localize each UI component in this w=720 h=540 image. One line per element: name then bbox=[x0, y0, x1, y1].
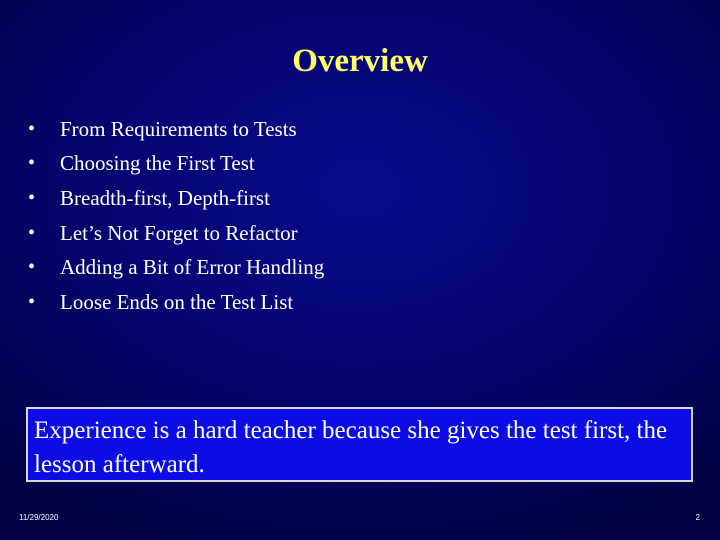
bullet-icon: • bbox=[28, 117, 36, 140]
bullet-text: Adding a Bit of Error Handling bbox=[60, 255, 325, 280]
slide-title: Overview bbox=[292, 43, 428, 79]
bullet-item bbox=[28, 285, 324, 320]
bullet-icon: • bbox=[28, 256, 36, 279]
bullet-text: Loose Ends on the Test List bbox=[60, 289, 294, 314]
bullet-icon: • bbox=[28, 186, 36, 209]
bullet-item bbox=[28, 112, 324, 147]
bullet-item bbox=[28, 216, 324, 251]
bullet-icon: • bbox=[28, 221, 36, 244]
bullet-item bbox=[28, 181, 324, 216]
bullet-list bbox=[28, 112, 324, 320]
bullet-item bbox=[28, 250, 324, 285]
bullet-text: Let’s Not Forget to Refactor bbox=[60, 220, 298, 245]
quote-text: Experience is a hard teacher because she gives the test first, the lesson afterward. bbox=[34, 417, 668, 478]
bullet-item bbox=[28, 147, 324, 182]
quote-box bbox=[26, 407, 693, 482]
bullet-text: From Requirements to Tests bbox=[60, 116, 297, 141]
bullet-icon: • bbox=[28, 290, 36, 313]
footer-date: 11/29/2020 bbox=[19, 513, 59, 522]
slide-number: 2 bbox=[695, 513, 700, 522]
bullet-icon: • bbox=[28, 152, 36, 175]
bullet-text: Choosing the First Test bbox=[60, 151, 255, 176]
bullet-text: Breadth-first, Depth-first bbox=[60, 185, 270, 210]
